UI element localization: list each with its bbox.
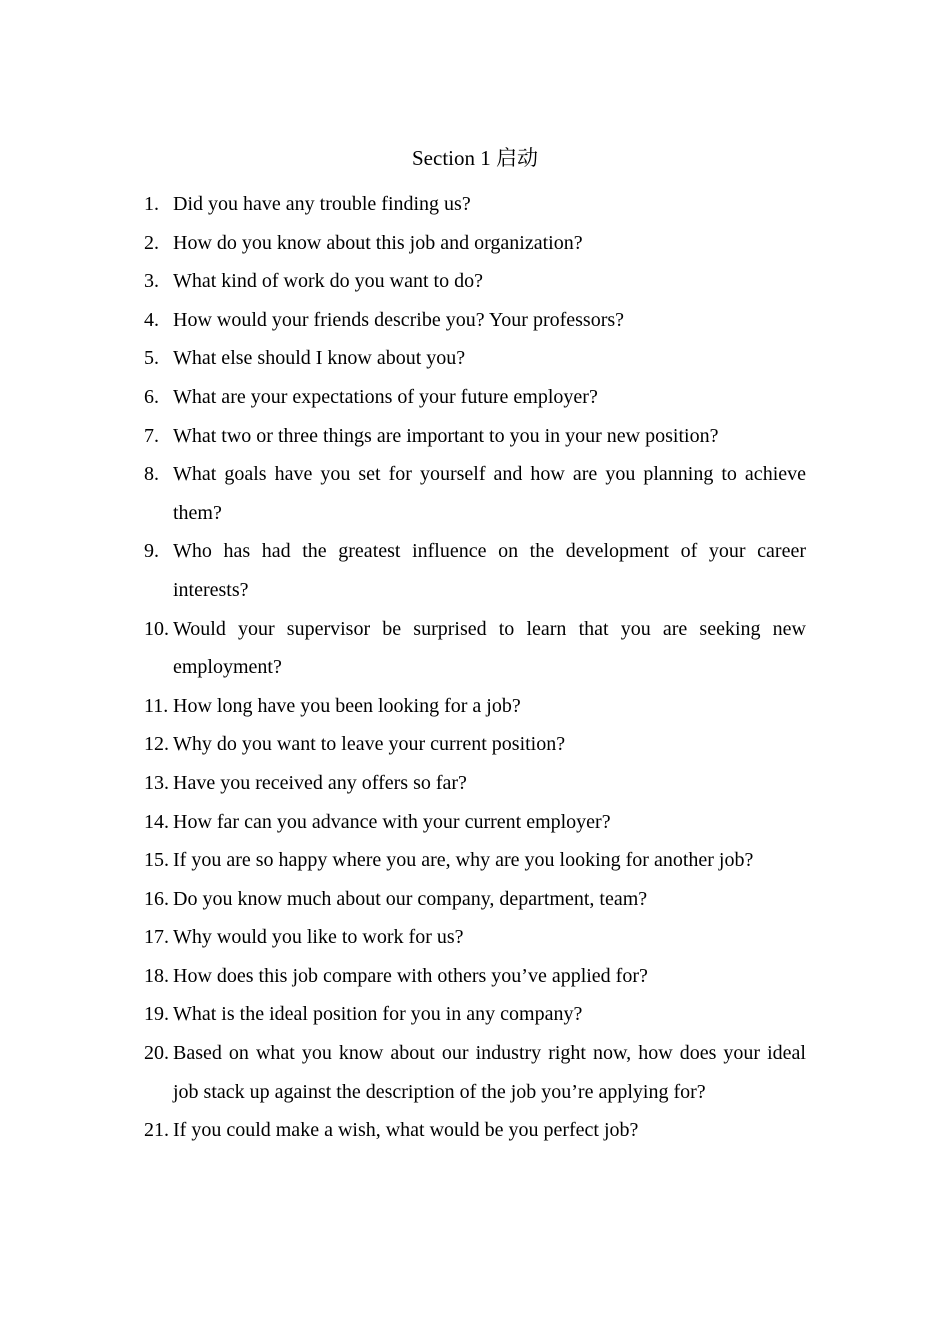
question-item [144,378,806,417]
question-item [144,764,806,803]
question-text: How far can you advance with your current employer? [173,810,611,833]
question-text: What goals have you set for yourself and how are you planning to achieve them? [173,463,806,524]
question-text: How does this job compare with others you’ve applied for? [173,964,648,987]
question-number: 20. [144,1042,169,1065]
question-number: 9. [144,540,159,563]
question-number: 13. [144,771,169,794]
question-text: How do you know about this job and organization? [173,231,583,254]
question-item [144,995,806,1034]
question-item [144,417,806,456]
question-number: 4. [144,308,159,331]
question-number: 12. [144,733,169,756]
question-text: If you are so happy where you are, why are you looking for another job? [173,849,754,872]
question-number: 19. [144,1003,169,1026]
question-item [144,455,806,532]
question-number: 21. [144,1119,169,1142]
question-item [144,725,806,764]
question-number: 7. [144,424,159,447]
question-item [144,532,806,609]
question-number: 16. [144,887,169,910]
question-item [144,957,806,996]
question-text: What are your expectations of your future employer? [173,385,598,408]
question-text: What two or three things are important to you in your new position? [173,424,719,447]
section-title: Section 1 启动 [412,146,538,170]
question-text: How long have you been looking for a job? [173,694,521,717]
question-text: Would your supervisor be surprised to learn that you are seeking new employment? [173,617,806,679]
question-item [144,339,806,378]
question-number: 17. [144,926,169,949]
question-text: Why do you want to leave your current position? [173,733,566,756]
question-number: 1. [144,193,159,215]
question-number: 14. [144,810,169,833]
question-text: Who has had the greatest influence on the development of your career interests? [173,540,806,601]
question-text: What kind of work do you want to do? [173,270,483,293]
question-item [144,1034,806,1111]
question-item [144,185,806,224]
question-number: 18. [144,964,169,987]
question-item [144,610,806,687]
question-text: What is the ideal position for you in any company? [173,1003,583,1026]
question-item [144,224,806,263]
question-text: Do you know much about our company, department, team? [173,887,648,910]
question-number: 2. [144,231,159,254]
question-list [144,185,806,1150]
question-number: 8. [144,463,159,486]
question-item [144,1111,806,1150]
question-item [144,918,806,957]
question-item [144,803,806,842]
question-item [144,687,806,726]
question-number: 6. [144,385,159,408]
question-number: 11. [144,694,169,717]
question-text: Based on what you know about our industry right now, how does your ideal job stack up against the description of the job you’re applying for? [173,1042,806,1103]
question-text: If you could make a wish, what would be you perfect job? [173,1119,639,1142]
question-item [144,880,806,919]
question-item [144,841,806,880]
question-text: Have you received any offers so far? [173,771,467,794]
question-text: Why would you like to work for us? [173,926,464,949]
question-number: 3. [144,270,159,293]
question-item [144,301,806,340]
question-number: 5. [144,347,159,370]
question-number: 10. [144,617,169,640]
question-text: Did you have any trouble finding us? [173,193,471,215]
question-number: 15. [144,849,169,872]
question-item [144,262,806,301]
question-text: How would your friends describe you? Your professors? [173,308,625,331]
question-text: What else should I know about you? [173,347,466,370]
